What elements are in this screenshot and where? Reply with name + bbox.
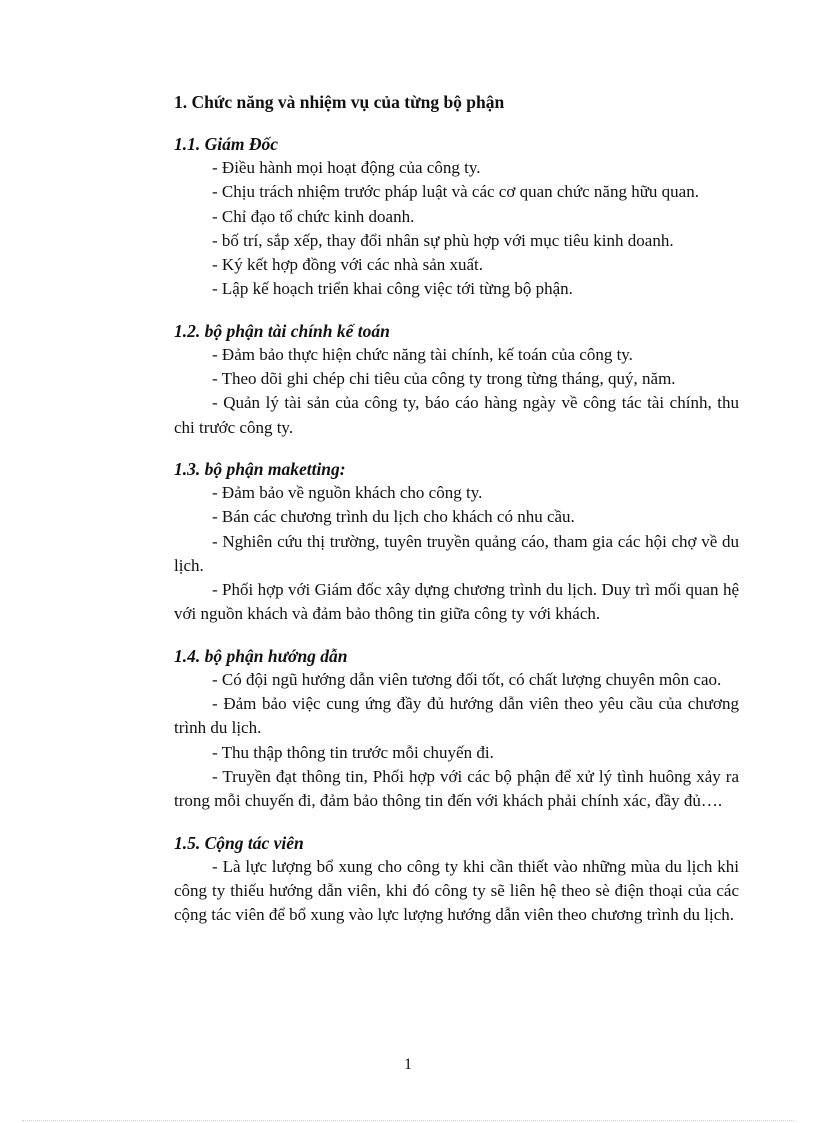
list-item: - Nghiên cứu thị trường, tuyên truyền quảng cáo, tham gia các hội chợ về du lịch. bbox=[174, 531, 739, 575]
page-title: 1. Chức năng và nhiệm vụ của từng bộ phận bbox=[174, 92, 505, 112]
section-heading: 1.4. bộ phận hướng dẫn bbox=[174, 645, 348, 666]
list-item: - bố trí, sắp xếp, thay đổi nhân sự phù hợp với mục tiêu kinh doanh. bbox=[212, 230, 674, 250]
list-item: - Điều hành mọi hoạt động của công ty. bbox=[212, 158, 481, 177]
list-item: - Là lực lượng bổ xung cho công ty khi cần thiết vào những mùa du lịch khi công ty thiếu hướng dẫn viên, khi đó công ty sẽ liên hệ theo sè điện thoại của các cộng tác viên để bổ xung vào lực lượng hướng dẫn viên theo chương trình du lịch. bbox=[174, 856, 739, 925]
list-item: - Thu thập thông tin trước mỗi chuyến đi. bbox=[212, 742, 494, 762]
page-content bbox=[174, 90, 739, 944]
section-heading: 1.2. bộ phận tài chính kế toán bbox=[174, 320, 390, 341]
section-heading: 1.1. Giám Đốc bbox=[174, 134, 279, 154]
list-item: - Có đội ngũ hướng dẫn viên tương đối tốt, có chất lượng chuyên môn cao. bbox=[212, 669, 722, 689]
list-item: - Bán các chương trình du lịch cho khách có nhu cầu. bbox=[212, 507, 575, 527]
list-item: - Chỉ đạo tổ chức kinh doanh. bbox=[212, 206, 415, 226]
list-item: - Đảm bảo việc cung ứng đầy đủ hướng dẫn viên theo yêu cầu của chương trình du lịch. bbox=[174, 694, 739, 738]
section-maketting bbox=[174, 457, 739, 627]
list-item: - Ký kết hợp đồng với các nhà sản xuất. bbox=[212, 255, 484, 275]
section-giam-doc bbox=[174, 132, 739, 302]
section-tai-chinh-ke-toan bbox=[174, 319, 739, 440]
list-item: - Chịu trách nhiệm trước pháp luật và các cơ quan chức năng hữu quan. bbox=[212, 182, 699, 202]
section-heading: 1.5. Cộng tác viên bbox=[174, 832, 304, 853]
section-huong-dan bbox=[174, 644, 739, 814]
list-item: - Đảm bảo thực hiện chức năng tài chính, kế toán của công ty. bbox=[212, 344, 633, 364]
list-item: - Theo dõi ghi chép chi tiêu của công ty trong từng tháng, quý, năm. bbox=[212, 369, 676, 389]
page-bottom-divider bbox=[22, 1120, 794, 1121]
page-number: 1 bbox=[404, 1056, 412, 1073]
section-cong-tac-vien bbox=[174, 831, 739, 928]
list-item: - Phối hợp với Giám đốc xây dựng chương trình du lịch. Duy trì mối quan hệ với nguồn khách và đảm bảo thông tin giữa công ty với khách. bbox=[174, 580, 739, 624]
list-item: - Truyền đạt thông tin, Phối hợp với các bộ phận để xử lý tình huông xảy ra trong mỗi chuyến đi, đảm bảo thông tin đến với khách phải chính xác, đầy đủ…. bbox=[174, 766, 739, 811]
section-heading: 1.3. bộ phận maketting: bbox=[174, 458, 346, 479]
list-item: - Lập kế hoạch triển khai công việc tới từng bộ phận. bbox=[212, 279, 573, 299]
list-item: - Quản lý tài sản của công ty, báo cáo hàng ngày về công tác tài chính, thu chi trước công ty. bbox=[174, 393, 739, 437]
list-item: - Đảm bảo về nguồn khách cho công ty. bbox=[212, 482, 483, 502]
